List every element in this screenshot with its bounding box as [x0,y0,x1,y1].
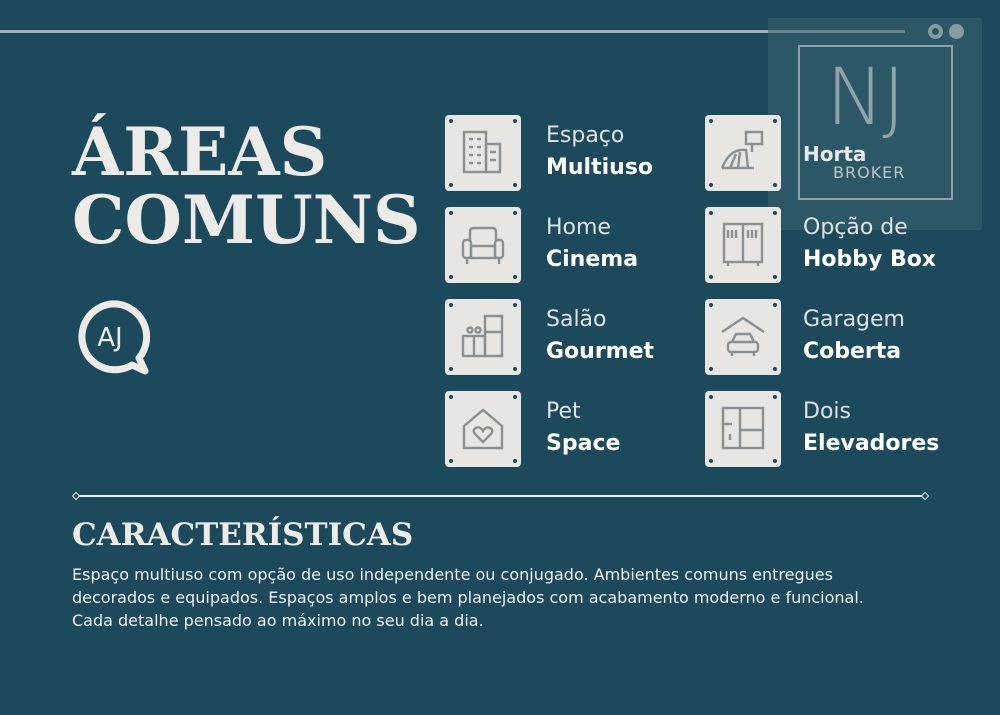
brand-name: Horta [803,142,867,166]
amenity-card-pet [445,391,521,467]
covered-car-icon [718,312,768,362]
description-line-2: decorados e equipados. Espaços amplos e bem planejados com acabamento moderno e funcional. [72,588,864,607]
characteristics-title: CARACTERÍSTICAS [72,517,414,553]
page-title [72,113,421,259]
title-line-2: COMUNS [72,181,421,259]
amenity-label-hobby-box: Opção de Hobby Box [803,215,937,272]
amenity-label-pet: Pet Space [546,399,621,456]
building-icon [458,128,508,178]
amenity-card-cinema [445,207,521,283]
amenity-label-gourmet: Salão Gourmet [546,307,655,364]
brand-sub: BROKER [833,163,906,182]
brand-initials: NJ [826,53,904,143]
amenity-card-garagem [705,299,781,375]
amenity-card-hobby-box [705,207,781,283]
amenity-label-multiuso: Espaço Multiuso [546,123,654,180]
title-line-1: ÁREAS [72,113,328,191]
armchair-icon [458,220,508,270]
kitchen-icon [458,312,508,362]
amenity-label-cinema: Home Cinema [546,215,639,272]
section-divider [73,493,928,499]
amenity-label-garagem: Garagem Coberta [803,307,905,364]
amenity-card-gourmet [445,299,521,375]
aj-logo-text: AJ [97,323,123,353]
elevator-icon [718,404,768,454]
characteristics-description [72,563,902,632]
aj-logo [72,298,150,376]
description-line-1: Espaço multiuso com opção de uso independente ou conjugado. Ambientes comuns entregues [72,565,833,584]
amenity-card-elevadores [705,391,781,467]
description-line-3: Cada detalhe pensado ao máximo no seu dia a dia. [72,611,484,630]
pet-house-icon [458,404,508,454]
gazebo-icon [718,128,768,178]
amenity-label-elevadores: Dois Elevadores [803,399,940,456]
amenity-card-multiuso [445,115,521,191]
amenity-card-gazebo [705,115,781,191]
lockers-icon [718,220,768,270]
